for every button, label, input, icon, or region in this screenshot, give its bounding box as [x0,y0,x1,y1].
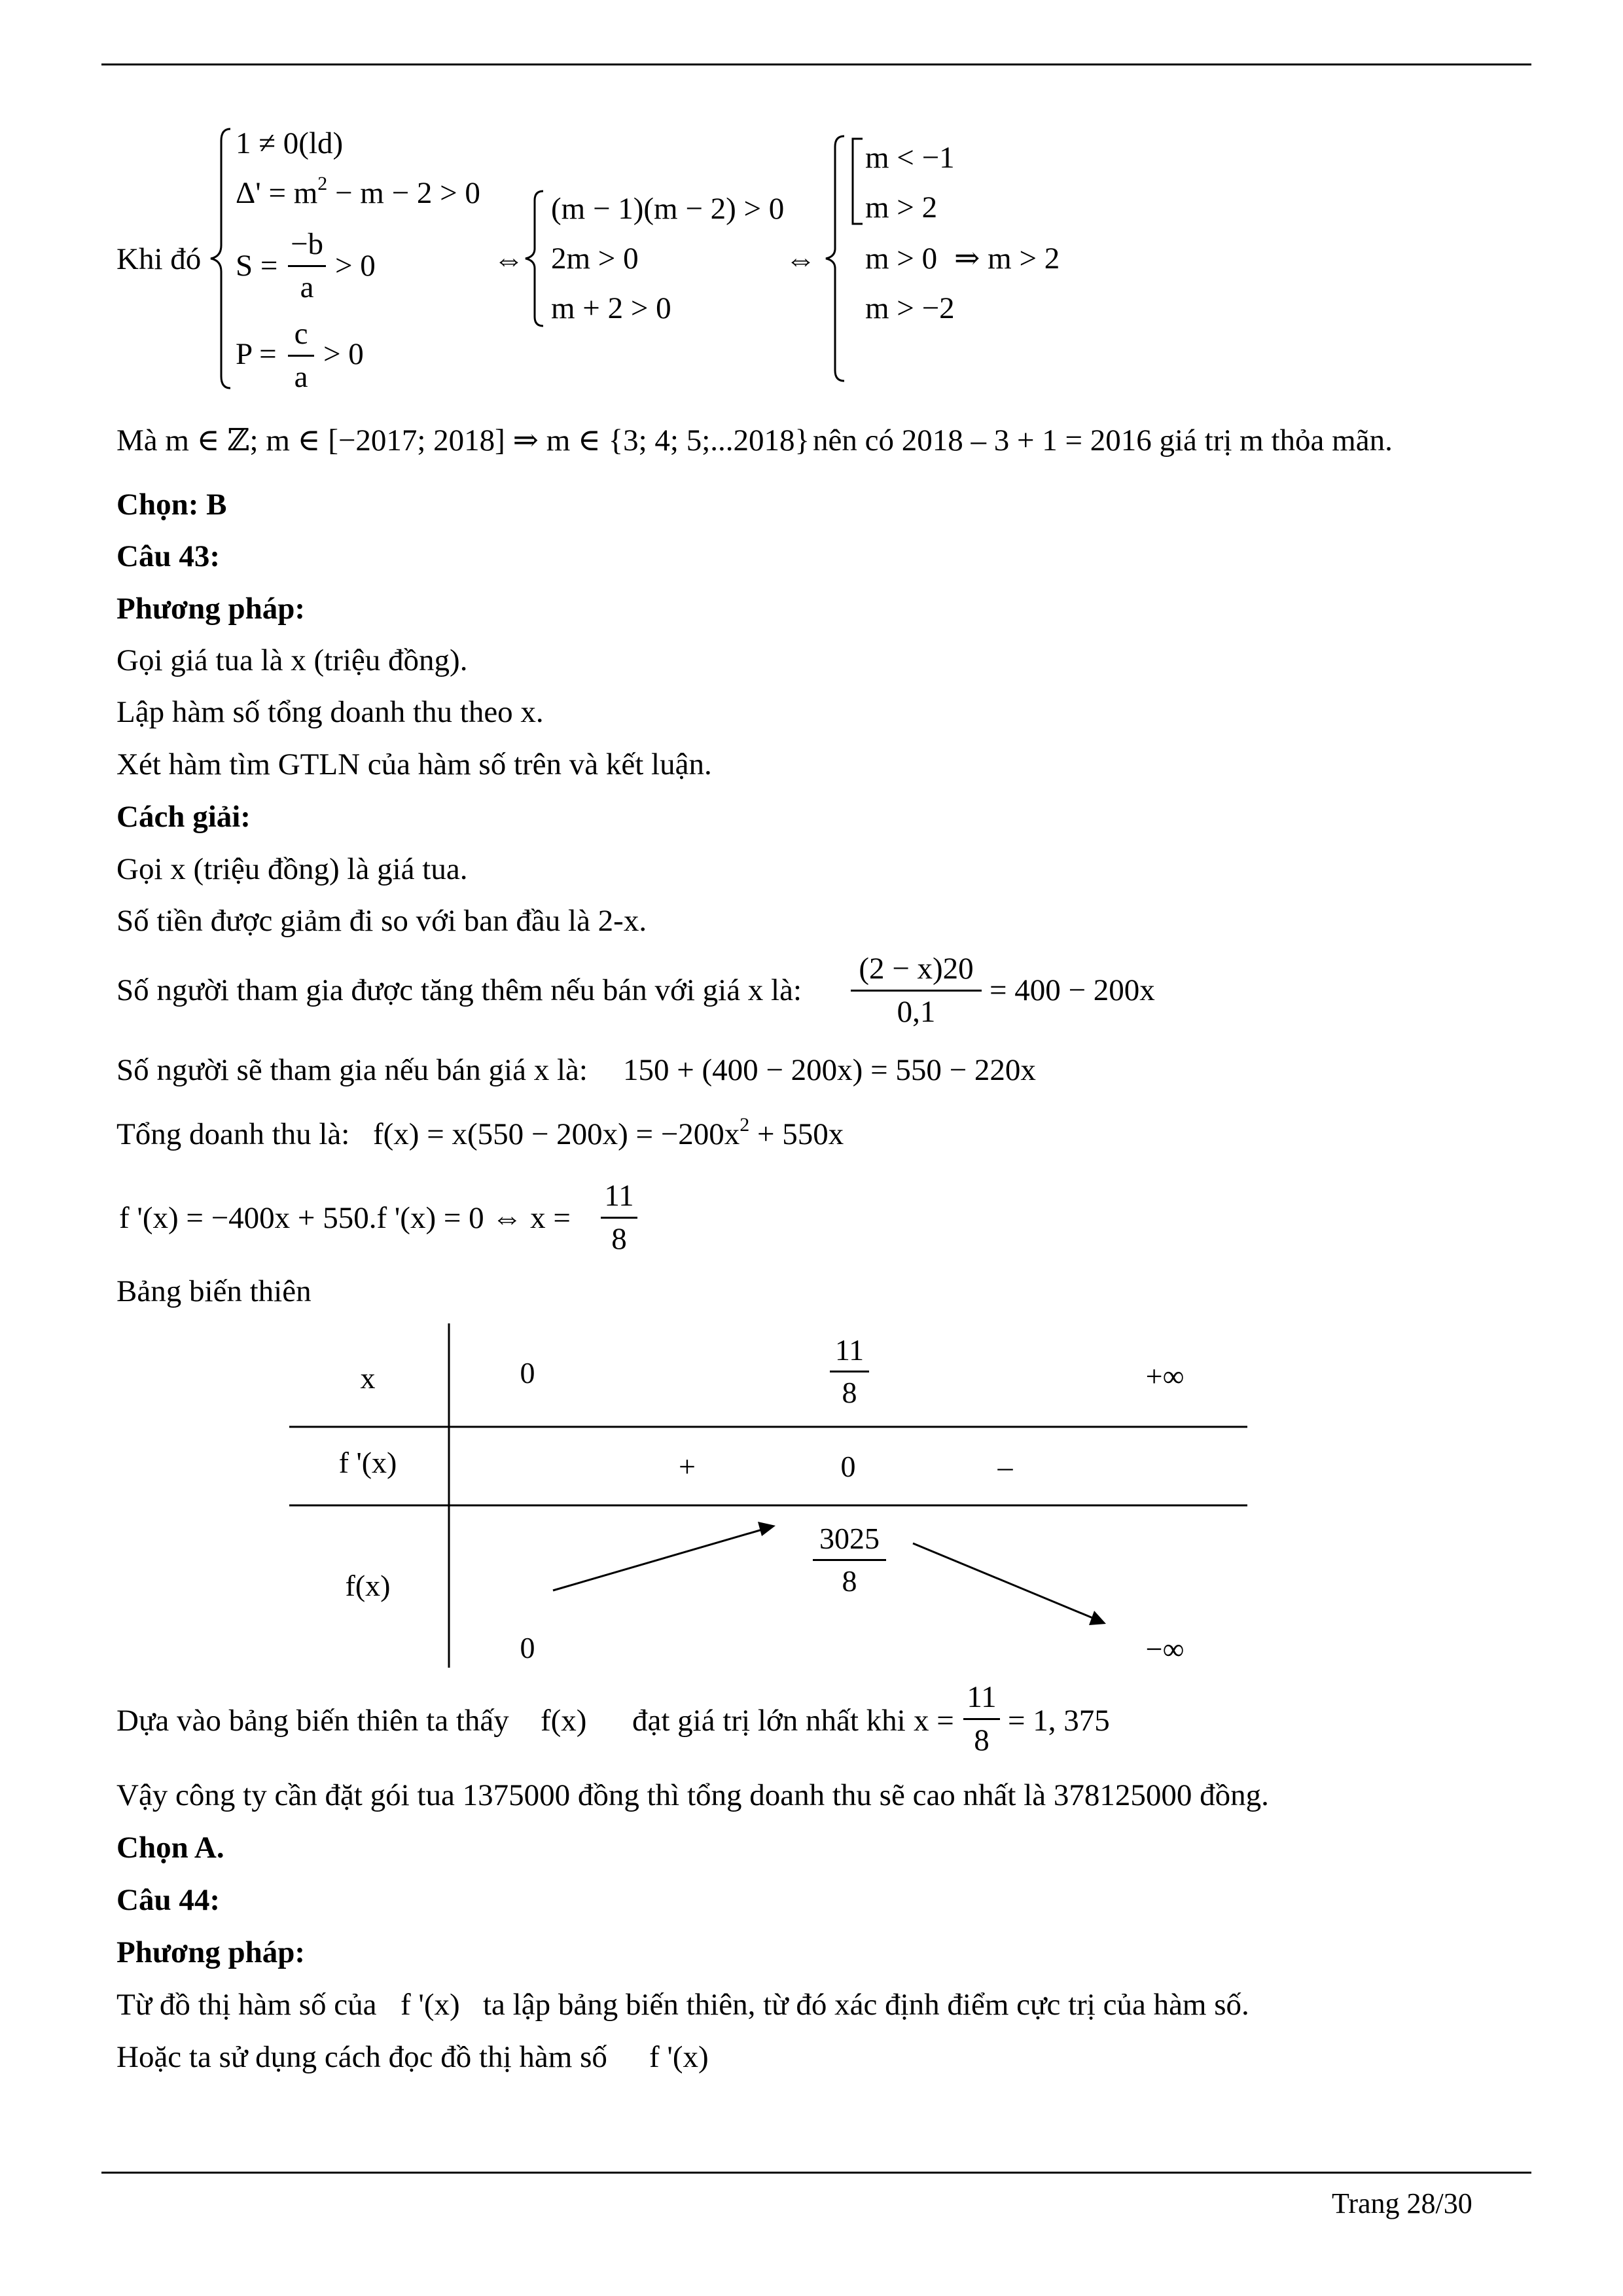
q43-solution-line-2: Số tiền được giảm đi so với ban đầu là 2-x. [116,904,647,938]
sys1-p-fraction: c a [288,319,314,393]
page-number: Trang 28/30 [1332,2187,1472,2219]
q43-method-line-3: Xét hàm tìm GTLN của hàm số trên và kết luận. [116,747,712,781]
q43-method-line-1: Gọi giá tua là x (triệu đồng). [116,643,468,677]
q43-increase-result: = 400 − 200x [990,973,1155,1007]
table-f-max: 3025 8 [813,1524,886,1596]
q43-critical-fraction: 11 8 [601,1181,637,1255]
q44-title: Câu 44: [116,1883,220,1917]
q43-participants-formula: 150 + (400 − 200x) = 550 − 220x [623,1053,1036,1087]
q43-method-line-2: Lập hàm số tổng doanh thu theo x. [116,695,544,729]
increase-arrow [553,1529,764,1590]
table-row-fprime-label: f '(x) [338,1446,397,1479]
sys3-or1: m < −1 [865,141,955,175]
q43-conclusion-x: x = [914,1704,954,1738]
q43-solution-heading: Cách giải: [116,800,251,834]
sys1-s-left: S = [236,249,278,283]
table-x-start: 0 [520,1356,535,1390]
decrease-arrow [913,1543,1094,1619]
footer-rule [101,2172,1531,2174]
khi-do-label: Khi đó [116,242,202,276]
q43-revenue-formula: $f(x) = x(550 - 200x) = -200x^2 + 550x$ [373,1114,844,1151]
q44-line-1-text: Từ đồ thị hàm số của [116,1988,377,2022]
sys3-line3: m > −2 [865,291,955,325]
table-x-critical: 11 8 [830,1335,869,1408]
sys2-line3: m + 2 > 0 [551,291,671,325]
sys1-s-fraction: −b a [288,229,326,303]
q43-conclusion-mid: đạt giá trị lớn nhất khi [632,1704,906,1738]
q43-solution-line-3-text: Số người tham gia được tăng thêm nếu bán với giá x là: [116,973,802,1007]
equiv-1: ⇔ [493,243,524,277]
q43-solution-line-4-text: Số người sẽ tham gia nếu bán giá x là: [116,1053,588,1087]
equiv-2: ⇔ [785,243,816,277]
q43-solution-line-1: Gọi x (triệu đồng) là giá tua. [116,852,468,886]
sys1-p-right: > 0 [323,337,364,371]
q44-method-heading: Phương pháp: [116,1935,306,1969]
q44-line-1-math: f '(x) [401,1988,460,2022]
sys1-line1: 1 ≠ 0(ld) [236,126,344,160]
q43-title: Câu 43: [116,539,220,573]
ma-line-math: Mà m ∈ ℤ; m ∈ [−2017; 2018] ⇒ m ∈ {3; 4; 5;...2018} [116,423,810,457]
q43-derivative-formula: f '(x) = −400x + 550.f '(x) = 0 ⇔ x = [119,1201,571,1235]
q44-line-2-math: f '(x) [649,2040,709,2074]
sys2-line1: (m − 1)(m − 2) > 0 [551,192,785,226]
sys2-line2: 2m > 0 [551,242,639,276]
q44-line-1-rest: ta lập bảng biến thiên, từ đó xác định điểm cực trị của hàm số. [483,1988,1249,2022]
q43-method-heading: Phương pháp: [116,592,306,626]
q43-conclusion-text: Dựa vào bảng biến thiên ta thấy [116,1704,509,1738]
sys1-p-left: P = [236,337,277,371]
q43-solution-line-5-text: Tổng doanh thu là: [116,1117,350,1151]
q42-answer: Chọn: B [116,488,227,522]
table-x-end: +∞ [1145,1359,1185,1393]
q44-line-2-text: Hoặc ta sử dụng cách đọc đồ thị hàm số [116,2040,607,2074]
sys1-s-right: > 0 [335,249,376,283]
table-f-end: −∞ [1145,1632,1185,1666]
sys1-line2: $\Delta' = m^2 - m - 2 > 0$ [236,173,480,210]
q43-conclusion-value: = 1, 375 [1008,1704,1110,1738]
q43-conclusion-fx: f(x) [541,1704,587,1738]
table-fprime-minus: – [997,1450,1013,1483]
table-row-x-label: x [360,1361,376,1395]
sys3-line2: m > 0 [865,242,938,276]
table-f-start: 0 [520,1631,535,1664]
q43-answer: Chọn A. [116,1831,224,1865]
table-fprime-plus: + [679,1450,696,1483]
q43-increase-fraction: (2 − x)20 0,1 [851,954,982,1028]
table-fprime-zero: 0 [840,1450,856,1483]
sys3-or2: m > 2 [865,190,938,224]
q43-final-statement: Vậy công ty cần đặt gói tua 1375000 đồng thì tổng doanh thu sẽ cao nhất là 378125000 đồng. [116,1778,1269,1812]
q43-conclusion-fraction: 11 8 [963,1682,1000,1756]
table-row-f-label: f(x) [345,1569,391,1602]
ma-line-text: nên có 2018 – 3 + 1 = 2016 giá trị m thỏa mãn. [813,423,1393,457]
q43-table-caption: Bảng biến thiên [116,1274,312,1308]
implies-result: ⇒ m > 2 [954,242,1060,276]
